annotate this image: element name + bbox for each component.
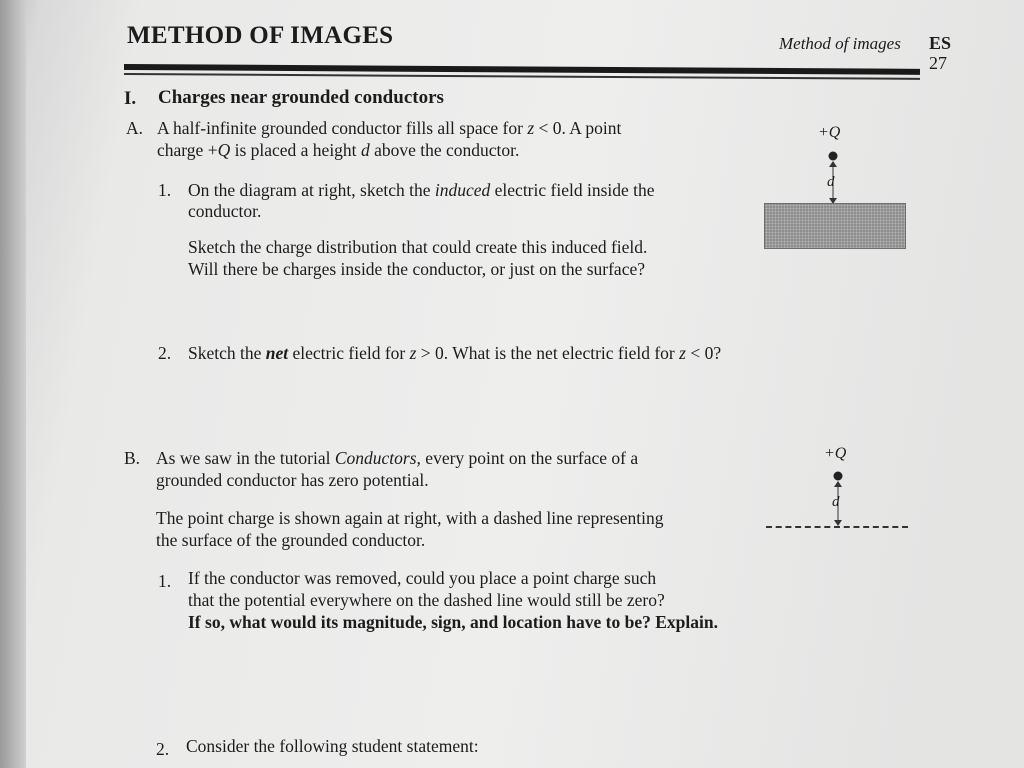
point-charge-icon (834, 472, 843, 481)
part-b-letter: B. (124, 448, 141, 468)
section-heading: Charges near grounded conductors (158, 87, 444, 108)
part-a-letter: A. (126, 118, 144, 138)
running-header: Method of images (779, 34, 901, 53)
part-b-line-4: the surface of the grounded conductor. (156, 530, 426, 550)
question-a1-line-2: conductor. (188, 201, 262, 221)
point-charge-icon (829, 152, 838, 161)
question-a2-number: 2. (158, 343, 172, 363)
page-number: 27 (929, 53, 947, 73)
question-a1-number: 1. (158, 180, 172, 200)
diagram-a-charge-label: +Q (818, 124, 841, 141)
page-shadow-edge (0, 0, 26, 768)
arrow-up-icon (834, 481, 842, 487)
question-b1-line-1: If the conductor was removed, could you place a point charge such (188, 568, 657, 588)
part-b-line-2: grounded conductor has zero potential. (156, 470, 429, 490)
part-a-line-2: charge +Q is placed a height d above the conductor. (157, 140, 520, 160)
question-a1-line-1: On the diagram at right, sketch the induced electric field inside the (188, 180, 655, 200)
part-a-line-1: A half-infinite grounded conductor fills all space for z < 0. A point (157, 118, 622, 138)
part-b-line-1: As we saw in the tutorial Conductors, every point on the surface of a (156, 448, 639, 468)
conductor-surface-dashed-line (766, 526, 908, 528)
question-b2-number: 2. (156, 739, 170, 759)
grounded-conductor-block (764, 203, 906, 249)
diagram-a-distance-label: d (827, 174, 835, 190)
arrow-up-icon (829, 161, 837, 167)
question-b2-line-1: Consider the following student statement: (186, 736, 479, 756)
section-number: I. (124, 88, 137, 109)
question-a2-text: Sketch the net electric field for z > 0. What is the net electric field for z < 0? (188, 343, 722, 363)
diagram-b-distance-label: d (832, 494, 840, 510)
question-a1-line-4: Will there be charges inside the conductor, or just on the surface? (188, 259, 645, 279)
question-b1-line-2: that the potential everywhere on the dashed line would still be zero? (188, 590, 665, 610)
diagram-a-charge-marker (815, 148, 855, 208)
diagram-b-charge-marker (820, 468, 860, 528)
question-b1-line-3: If so, what would its magnitude, sign, and location have to be? Explain. (188, 612, 718, 632)
question-b1-number: 1. (158, 571, 172, 591)
question-a1-line-3: Sketch the charge distribution that could create this induced field. (188, 237, 648, 257)
diagram-b-charge-label: +Q (824, 445, 847, 462)
series-label: ES (929, 33, 952, 53)
part-b-line-3: The point charge is shown again at right, with a dashed line representing (156, 508, 664, 528)
page-title: METHOD OF IMAGES (127, 22, 394, 49)
